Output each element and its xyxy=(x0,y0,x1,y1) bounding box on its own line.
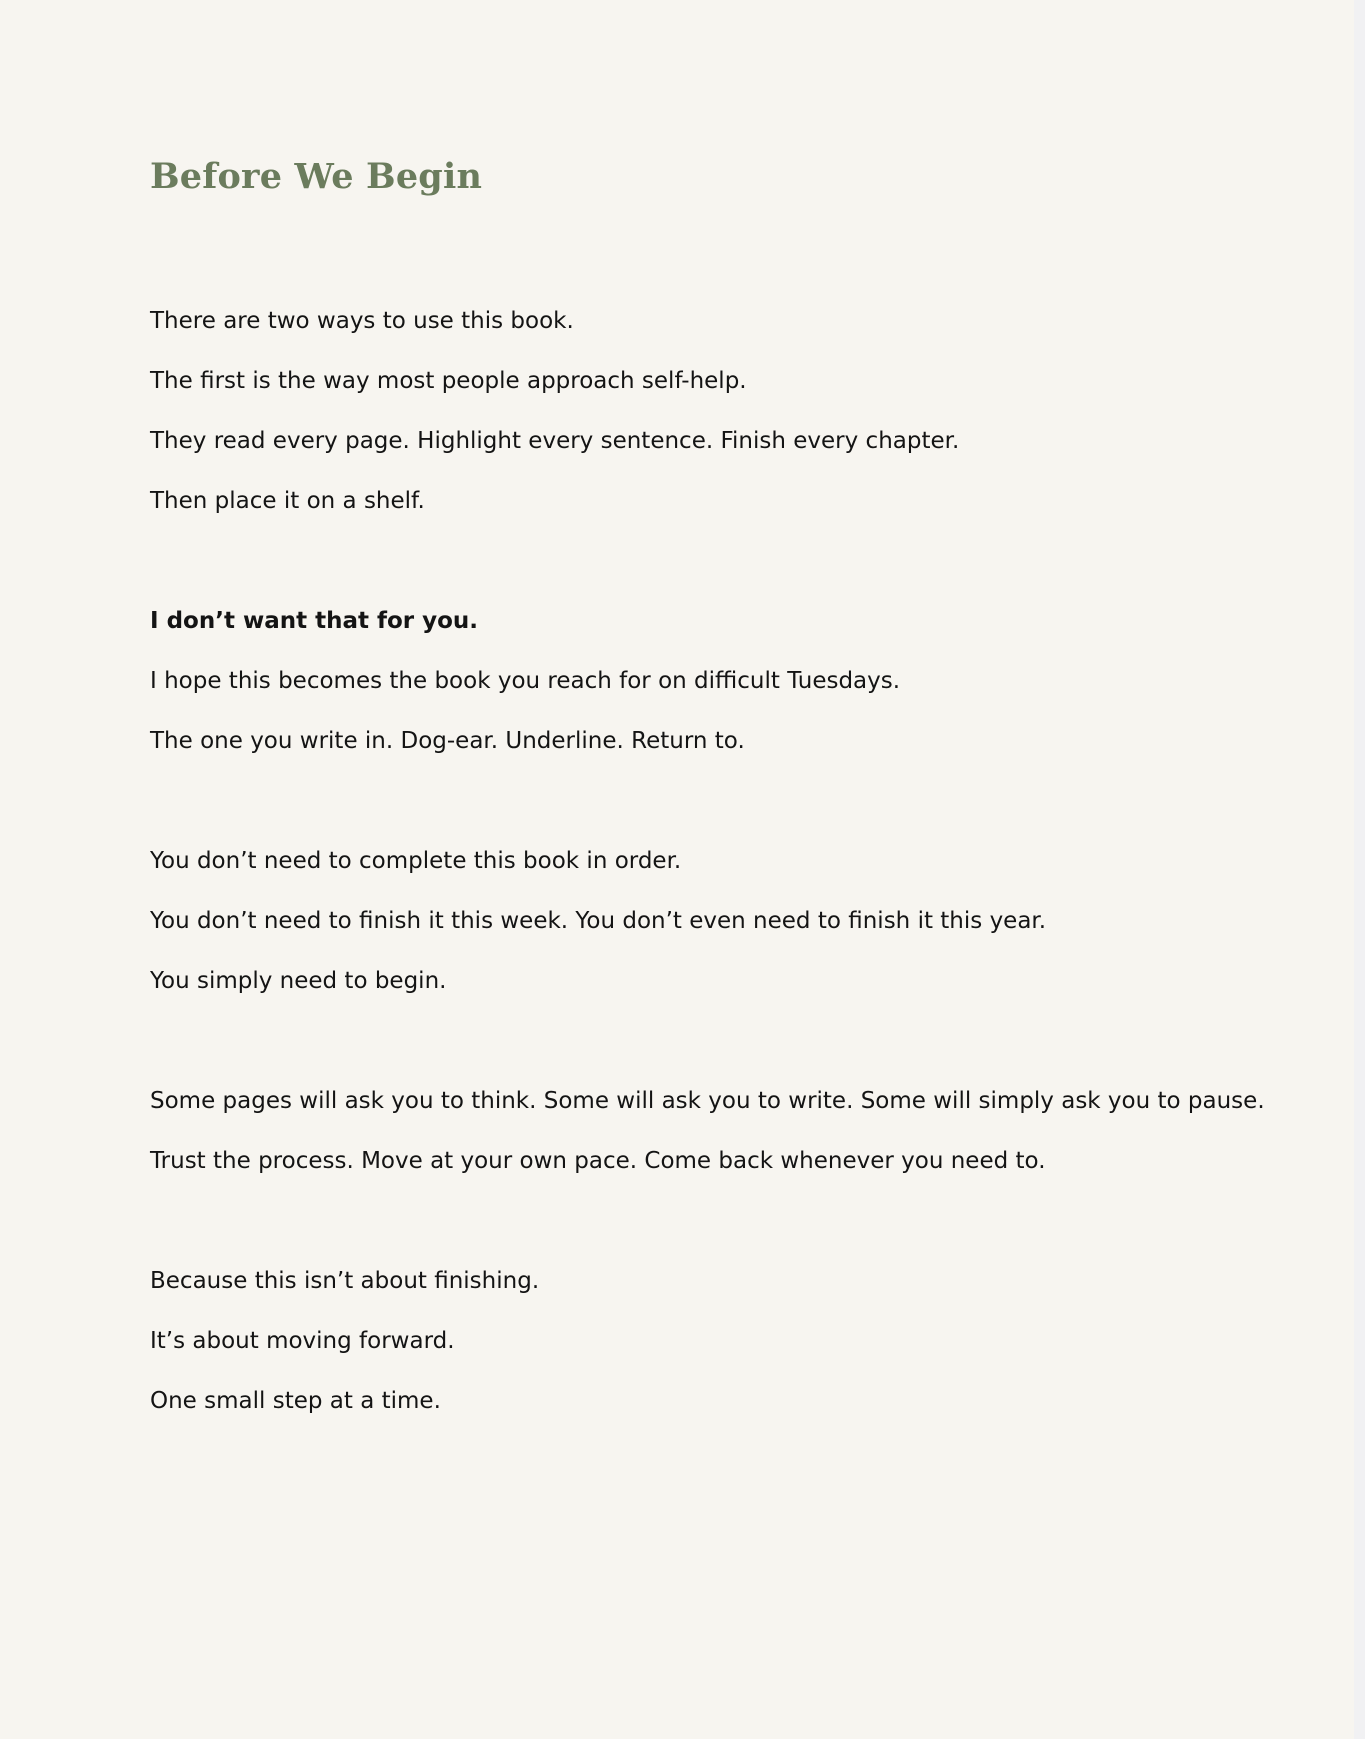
emphasis-line: I don’t want that for you. xyxy=(150,608,479,634)
page-content xyxy=(150,291,1354,1431)
paragraph-group-5 xyxy=(150,1251,1354,1431)
text-line: Some pages will ask you to think. Some will ask you to write. Some will simply ask you to pause. xyxy=(150,1088,1265,1114)
paragraph-group-4 xyxy=(150,1071,1354,1191)
text-line: The first is the way most people approach self-help. xyxy=(150,368,747,394)
text-line: One small step at a time. xyxy=(150,1388,441,1414)
text-line: You don’t need to finish it this week. You don’t even need to finish it this year. xyxy=(150,908,1047,934)
text-line: They read every page. Highlight every sentence. Finish every chapter. xyxy=(150,428,960,454)
text-line: You don’t need to complete this book in order. xyxy=(150,848,682,874)
text-line: Trust the process. Move at your own pace. Come back whenever you need to. xyxy=(150,1148,1046,1174)
text-line: The one you write in. Dog-ear. Underline. Return to. xyxy=(150,728,745,754)
text-line: Because this isn’t about finishing. xyxy=(150,1268,540,1294)
text-line: I hope this becomes the book you reach for on difficult Tuesdays. xyxy=(150,668,901,694)
text-line: It’s about moving forward. xyxy=(150,1328,455,1354)
paragraph-group-1 xyxy=(150,291,1354,531)
paragraph-group-2 xyxy=(150,591,1354,771)
text-line: You simply need to begin. xyxy=(150,968,447,994)
text-line: There are two ways to use this book. xyxy=(150,308,574,334)
page-title: Before We Begin xyxy=(150,156,483,197)
text-line: Then place it on a shelf. xyxy=(150,488,425,514)
paragraph-group-3 xyxy=(150,831,1354,1011)
